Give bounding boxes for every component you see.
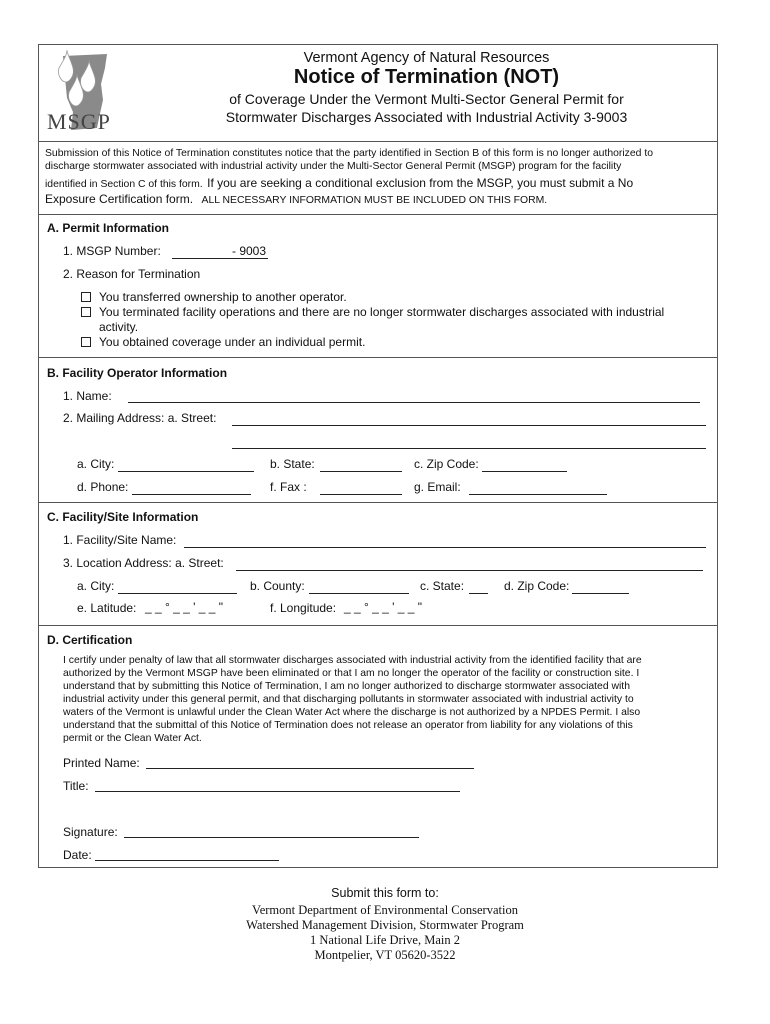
- site-county-label: b. County:: [250, 579, 305, 593]
- operator-name-label: 1. Name:: [63, 389, 112, 403]
- form-subtitle-line1: of Coverage Under the Vermont Multi-Sector General Permit for: [229, 91, 624, 107]
- msgp-number-label: 1. MSGP Number:: [63, 244, 161, 258]
- intro-line3b: If you are seeking a conditional exclusion from the MSGP, you must submit a No: [207, 176, 634, 190]
- operator-city-field[interactable]: [118, 471, 254, 472]
- site-zip-field[interactable]: [572, 593, 629, 594]
- mailing-street-label: 2. Mailing Address: a. Street:: [63, 411, 217, 425]
- intro-line1: Submission of this Notice of Termination constitutes notice that the party identified in Section B of this form is no longer authorized to: [45, 148, 653, 159]
- operator-zip-label: c. Zip Code:: [414, 457, 479, 471]
- operator-fax-label: f. Fax :: [270, 480, 307, 494]
- intro-line4a: Exposure Certification form.: [45, 192, 194, 206]
- option-individual-permit-label: You obtained coverage under an individual permit.: [99, 335, 366, 349]
- site-city-field[interactable]: [118, 593, 237, 594]
- printed-name-label: Printed Name:: [63, 756, 140, 770]
- section-a-title: A. Permit Information: [47, 221, 170, 235]
- msgp-number-field[interactable]: [172, 258, 268, 259]
- operator-email-field[interactable]: [469, 494, 607, 495]
- operator-city-label: a. City:: [77, 457, 115, 471]
- msgp-number-suffix: - 9003: [232, 244, 267, 258]
- title-label: Title:: [63, 779, 89, 793]
- intro-line4b: ALL NECESSARY INFORMATION MUST BE INCLUDED ON THIS FORM.: [201, 195, 548, 206]
- option-terminated-label: You terminated facility operations and there are no longer stormwater discharges associated with industrial: [99, 305, 665, 319]
- operator-phone-field[interactable]: [132, 494, 251, 495]
- option-individual-permit-checkbox[interactable]: [81, 337, 91, 347]
- intro-line4: [45, 190, 547, 208]
- printed-name-field[interactable]: [146, 768, 474, 769]
- site-name-field[interactable]: [184, 547, 706, 548]
- title-field[interactable]: [95, 791, 460, 792]
- certification-line: waters of the Vermont is unlawful under the Clean Water Act where the discharge is not authorized by a NPDES Permit. I also: [63, 707, 641, 718]
- certification-line: authorized by the Vermont MSGP have been eliminated or that I am no longer the operator of the facility or construction site. I: [63, 668, 640, 679]
- submit-to-label: Submit this form to:: [331, 886, 439, 900]
- section-b-title: B. Facility Operator Information: [47, 366, 228, 380]
- date-label: Date:: [63, 848, 92, 862]
- reason-label: 2. Reason for Termination: [63, 267, 201, 281]
- site-state-field[interactable]: [469, 593, 488, 594]
- operator-state-field[interactable]: [320, 471, 402, 472]
- certification-line: understand that the submittal of this Notice of Termination does not release an operator from liability for any violations of this: [63, 720, 633, 731]
- operator-state-label: b. State:: [270, 457, 315, 471]
- certification-line: I certify under penalty of law that all stormwater discharges associated with industrial activity from the identified facility that are: [63, 655, 642, 666]
- option-terminated-label-cont: activity.: [99, 320, 139, 334]
- operator-email-label: g. Email:: [414, 480, 461, 494]
- notice-of-termination-form: [38, 44, 718, 868]
- location-street-label: 3. Location Address: a. Street:: [63, 556, 224, 570]
- latitude-label: e. Latitude:: [77, 601, 137, 615]
- footer-address-line3: 1 National Life Drive, Main 2: [310, 933, 460, 947]
- footer-address-line4: Montpelier, VT 05620-3522: [314, 948, 456, 962]
- footer-address-line2: Watershed Management Division, Stormwater Program: [246, 918, 524, 932]
- intro-line2: discharge stormwater associated with industrial activity under the Multi-Sector General Permit (MSGP) program for the facility: [45, 161, 622, 172]
- mailing-street-field[interactable]: [232, 425, 706, 426]
- certification-line: industrial activity under this general permit, and that discharging pollutants in stormwater associated with industrial activity to: [63, 694, 634, 705]
- operator-fax-field[interactable]: [320, 494, 402, 495]
- divider: [39, 357, 717, 358]
- signature-field[interactable]: [124, 837, 419, 838]
- site-city-label: a. City:: [77, 579, 115, 593]
- section-c-title: C. Facility/Site Information: [47, 510, 199, 524]
- divider: [39, 625, 717, 626]
- longitude-label: f. Longitude:: [270, 601, 337, 615]
- certification-line: permit or the Clean Water Act.: [63, 733, 202, 744]
- divider: [39, 502, 717, 503]
- site-name-label: 1. Facility/Site Name:: [63, 533, 177, 547]
- location-street-field[interactable]: [236, 570, 703, 571]
- logo-text: MSGP: [47, 109, 111, 134]
- longitude-field[interactable]: _ _ ° _ _ ' _ _ ": [344, 600, 423, 614]
- option-terminated-checkbox[interactable]: [81, 307, 91, 317]
- certification-line: understand that by submitting this Notice of Termination, I am no longer authorized to discharge stormwater associated with: [63, 681, 630, 692]
- signature-label: Signature:: [63, 825, 118, 839]
- site-zip-label: d. Zip Code:: [504, 579, 570, 593]
- operator-zip-field[interactable]: [482, 471, 567, 472]
- form-subtitle-line2: Stormwater Discharges Associated with Industrial Activity 3-9003: [225, 109, 628, 125]
- operator-name-field[interactable]: [128, 402, 700, 403]
- mailing-street-field-line2[interactable]: [232, 448, 706, 449]
- option-transferred-checkbox[interactable]: [81, 292, 91, 302]
- intro-line3a: identified in Section C of this form.: [45, 179, 203, 190]
- operator-phone-label: d. Phone:: [77, 480, 129, 494]
- latitude-field[interactable]: _ _ ° _ _ ' _ _ ": [145, 600, 224, 614]
- form-title: Notice of Termination (NOT): [293, 66, 560, 88]
- option-transferred-label: You transferred ownership to another operator.: [99, 290, 347, 304]
- date-field[interactable]: [95, 860, 279, 861]
- section-d-title: D. Certification: [47, 633, 133, 647]
- footer-address-line1: Vermont Department of Environmental Conservation: [252, 903, 518, 917]
- site-county-field[interactable]: [309, 593, 409, 594]
- divider: [39, 141, 717, 142]
- site-state-label: c. State:: [420, 579, 465, 593]
- divider: [39, 214, 717, 215]
- agency-name: Vermont Agency of Natural Resources: [303, 50, 550, 66]
